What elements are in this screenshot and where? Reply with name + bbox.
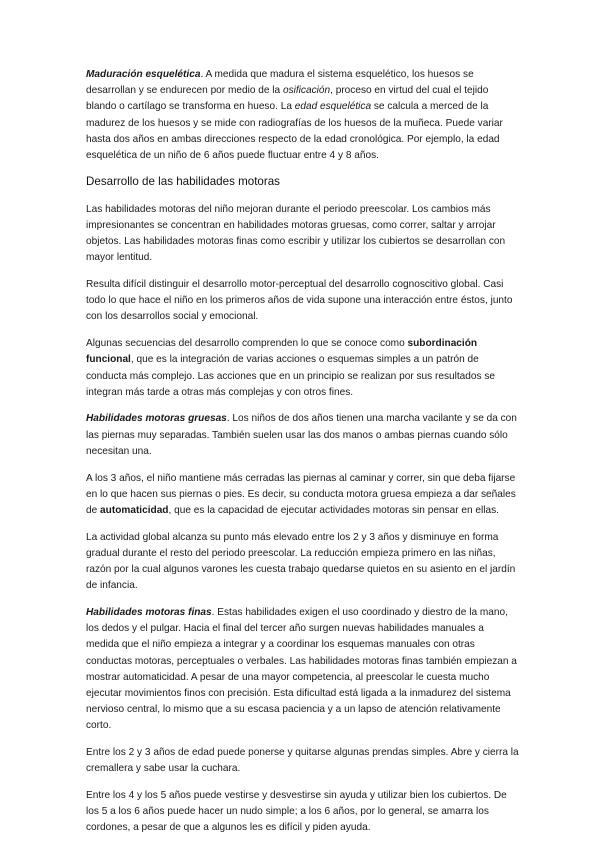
text: . Los niños de dos años tienen una marcha vacilante y se da con las piernas muy separadas. También suelen usar las dos manos o ambas piernas cuando sólo necesitan una.	[86, 413, 517, 457]
term-fine-motor-skills: Habilidades motoras finas	[86, 606, 212, 618]
text: , que es la capacidad de ejecutar actividades motoras sin pensar en ellas.	[168, 504, 499, 516]
term-functional-subordination: subordinación funcional	[86, 338, 478, 366]
text: , proceso en virtud del cual el tejido blando o cartílago se transforma en hueso. La	[86, 85, 489, 113]
text: Algunas secuencias del desarrollo comprenden lo que se conoce como	[86, 338, 408, 350]
paragraph-dressing-2-3: Entre los 2 y 3 años de edad puede ponerse y quitarse algunas prendas simples. Abre y cierra la cremallera y sabe usar la cuchara.	[86, 747, 519, 775]
term-skeletal-age: edad esquelética	[294, 101, 372, 113]
paragraph-motor-perceptual: Resulta difícil distinguir el desarrollo motor-perceptual del desarrollo cognoscitivo global. Casi todo lo que hace el niño en los primeros años de vida supone una interacción entre éstos, junto con los desarrollos social y emocional.	[86, 279, 513, 323]
term-ossification: osificación	[282, 85, 331, 97]
text: se calcula a merced de la madurez de los huesos y se mide con radiografías de los huesos de la muñeca. Puede variar hasta dos años en ambas direcciones respecto de la edad cronológica. Por ejemplo, la edad esquelética de un niño de 6 años puede fluctuar entre 4 y 8 años.	[86, 101, 503, 162]
text: . Estas habilidades exigen el uso coordinado y diestro de la mano, los dedos y el pulgar. Hacia el final del tercer año surgen nuevas habilidades manuales a medida que el niño empieza a integrar y a coordinar los esquemas manuales con otras conductas motoras, perceptuales o verbales. Las habilidades motoras finas también empiezan a mostrar automaticidad. A pesar de una mayor competencia, al preescolar le cuesta mucho ejecutar movimientos finos con precisión. Esta dificultad está ligada a la inmadurez del sistema nervioso central, lo mismo que a su escasa paciencia y a un lapso de atención relativamente corto.	[86, 606, 517, 732]
term-skeletal-maturation: Maduración esquelética	[86, 69, 201, 80]
paragraph-dressing-4-6: Entre los 4 y los 5 años puede vestirse y desvestirse sin ayuda y utilizar bien los cubiertos. De los 5 a los 6 años puede hacer un nudo simple; a los 6 años, por lo general, se amarra los cordones, a pesar de que a algunos les es difícil y piden ayuda.	[86, 790, 507, 834]
text: , que es la integración de varias acciones o esquemas simples a un patrón de conducta más complejo. Las acciones que en un principio se realizan por sus resultados se integran más tarde a otras más complejas y con otros fines.	[86, 354, 496, 398]
text: A los 3 años, el niño mantiene más cerradas las piernas al caminar y correr, sin que deba fijarse en lo que hacen sus piernas o pies. Es decir, su conducta motora gruesa empieza a dar señales de	[86, 472, 516, 516]
paragraph-global-activity: La actividad global alcanza su punto más elevado entre los 2 y 3 años y disminuye en forma gradual durante el resto del periodo preescolar. La reducción empieza primero en las niñas, razón por la cual algunos varones les cuesta trabajo quedarse quietos en su asiento en el jardín de infancia.	[86, 531, 516, 592]
paragraph-functional-subordination	[86, 336, 519, 401]
paragraph-skeletal-maturation	[86, 67, 519, 164]
term-automaticity: automaticidad	[100, 504, 169, 516]
paragraph-automaticity	[86, 471, 519, 520]
paragraph-fine-motor-skills	[86, 605, 519, 735]
paragraph-motor-skills-intro: Las habilidades motoras del niño mejoran durante el periodo preescolar. Los cambios más impresionantes se concentran en habilidades motoras gruesas, como correr, saltar y arrojar objetos. Las habilidades motoras finas como escribir y utilizar los cubiertos se desarrollan con mayor lentitud.	[86, 203, 506, 264]
section-heading: Desarrollo de las habilidades motoras	[86, 174, 280, 188]
text: . A medida que madura el sistema esquelético, los huesos se desarrollan y se endurecen por medio de la	[86, 69, 474, 97]
term-gross-motor-skills: Habilidades motoras gruesas	[86, 413, 227, 425]
paragraph-gross-motor-skills	[86, 411, 519, 460]
